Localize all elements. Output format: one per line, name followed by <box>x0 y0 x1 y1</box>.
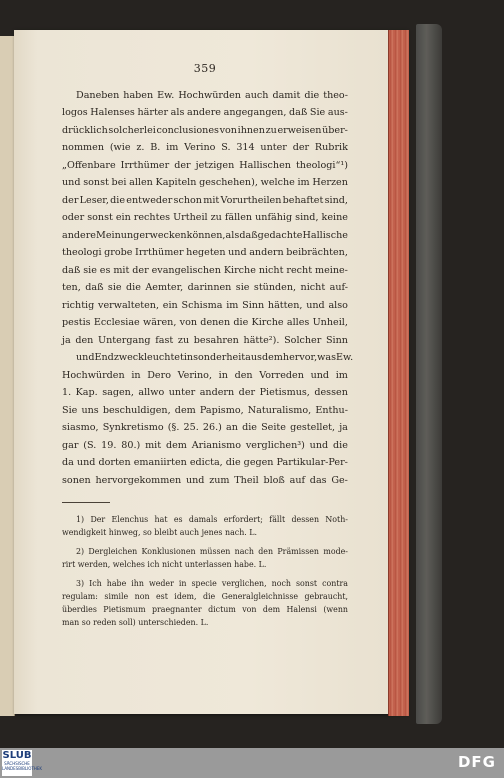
library-logo-text: SÄCHSISCHE LANDESBIBLIOTHEK <box>2 761 43 771</box>
text-line: sonen hervorgekommen und zum Theil bloß auf das Ge- <box>62 474 348 486</box>
footnote-line: regulam: simile non est idem, die Generalgleichnisse gebraucht, <box>62 592 348 601</box>
text-line: 1. Kap. sagen, allwo unter andern der Pietismus, dessen <box>62 387 348 398</box>
text-line: nommen (wie z. B. im Verino S. 314 unter der Rubrik <box>62 142 348 153</box>
library-logo[interactable] <box>2 750 43 776</box>
footnote-line: überdies Pietismum praegnanter dictum von dem Halensi (wenn <box>62 605 348 614</box>
text-line: der Leser, die entweder schon mit Vorurtheilen behaftet sind, <box>62 194 348 206</box>
page-number: 359 <box>193 62 217 75</box>
text-line: pestis Ecclesiae wären, von denen die Kirche alles Unheil, <box>62 317 348 328</box>
text-line: gar (S. 19. 80.) mit dem Arianismo verglichen³) und die <box>62 439 348 451</box>
footnote-line: wendigkeit hinweg, so bleibt auch jenes nach. L. <box>62 528 258 537</box>
text-line: daß sie es mit der evangelischen Kirche nicht recht meine- <box>62 264 348 276</box>
text-line: und sonst bei allen Kapiteln geschehen), welche im Herzen <box>62 177 348 188</box>
previous-page-edge <box>0 36 15 716</box>
text-line: drücklich solcherlei conclusiones von ihnen zu erweisen über- <box>62 124 348 136</box>
text-line: Hochwürden in Dero Verino, in den Vorreden und im <box>62 369 348 381</box>
text-line: logos Halenses härter als andere angegangen, daß Sie aus- <box>62 107 348 118</box>
footnote <box>62 545 348 571</box>
text-line: ja den Untergang fast zu besahren hätte²). Solcher Sinn <box>62 334 348 346</box>
footnote-rule <box>62 502 110 503</box>
footnote <box>62 513 348 539</box>
page-edge <box>388 30 409 716</box>
text-line: richtig verwalteten, ein Schisma im Sinn hätten, und also <box>62 299 348 311</box>
text-line: siasmo, Synkretismo (§. 25. 26.) an die Seite gestellet, ja <box>62 422 348 433</box>
book-cover <box>416 24 442 724</box>
footnotes <box>62 513 348 629</box>
footnote-line: man so reden soll) unterschieden. L. <box>62 618 209 627</box>
text-line: Daneben haben Ew. Hochwürden auch damit die theo- <box>76 89 348 101</box>
text-line: „Offenbare Irrthümer der jetzigen Hallischen theologi“¹) <box>62 159 348 171</box>
viewer-footer <box>0 748 504 778</box>
footnote-line: 2) Dergleichen Konklusionen müssen nach den Prämissen mode- <box>76 547 348 556</box>
text-line: da und dorten emaniirten edicta, die gegen Partikular-Per- <box>62 457 348 468</box>
text-line: oder sonst ein rechtes Urtheil zu fällen unfähig sind, keine <box>62 212 348 223</box>
funder-logo[interactable]: DFG <box>457 753 496 771</box>
text-line: Sie uns beschuldigen, dem Papismo, Naturalismo, Enthu- <box>62 404 348 416</box>
body-text <box>62 87 354 490</box>
page-text <box>62 60 354 629</box>
text-line: andere Meinung erwecken können, als daß gedachte Hallische <box>62 229 348 241</box>
footnote-line: 3) Ich habe ihn weder in specie verglichen, noch sonst contra <box>76 579 348 588</box>
footnote-line: 1) Der Elenchus hat es damals erfordert; fällt dessen Noth- <box>76 515 348 524</box>
footnote-line: rirt werden, welches ich nicht unterlassen habe. L. <box>62 560 267 569</box>
text-line: ten, daß sie die Aemter, darinnen sie stünden, nicht auf- <box>62 282 348 293</box>
text-line: theologi grobe Irrthümer hegeten und andern beibrächten, <box>62 247 348 258</box>
text-line: und Endzweck leuchtet insonderheit aus dem hervor, was Ew. <box>76 352 354 363</box>
footnote <box>62 577 348 629</box>
library-logo-mark: SLUB <box>2 750 32 761</box>
